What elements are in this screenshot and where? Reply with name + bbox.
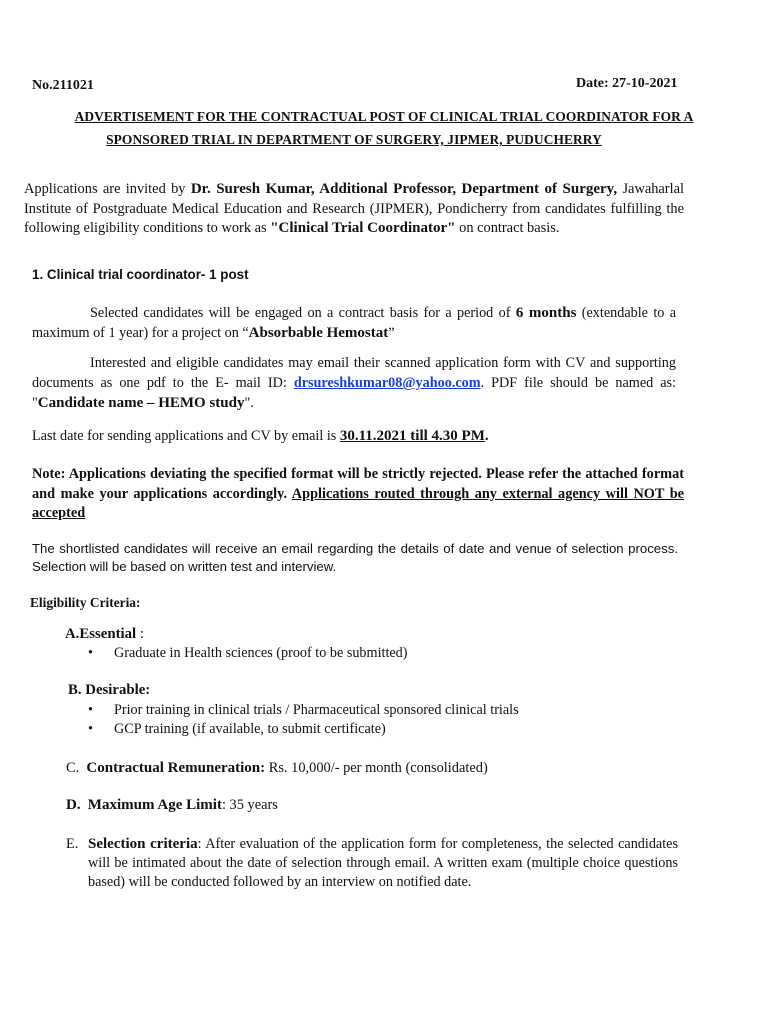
intro-lead: Applications are invited by bbox=[24, 181, 186, 197]
remuneration-label: Contractual Remuneration: bbox=[86, 760, 266, 776]
deadline-date: 30.11.2021 till 4.30 PM bbox=[339, 428, 485, 444]
desirable-item-text: Prior training in clinical trials / Pharmaceutical sponsored clinical trials bbox=[114, 702, 519, 718]
deadline-text: Last date for sending applications and CV by email is bbox=[32, 428, 337, 444]
desirable-item bbox=[88, 721, 688, 741]
remuneration-value: Rs. 10,000/- per month (consolidated) bbox=[265, 760, 488, 776]
intro-body: Jawaharlal Institute of Postgraduate Medical Education and Research (JIPMER), Pondicherry from candidates fulfilling the following eligibility conditions to work as bbox=[24, 181, 684, 236]
engagement-duration: 6 months bbox=[515, 305, 577, 321]
bullet-glyph: • bbox=[88, 721, 93, 737]
desirable-item bbox=[88, 702, 688, 722]
intro-post-name: "Clinical Trial Coordinator" bbox=[270, 220, 456, 236]
engagement-project: Absorbable Hemostat bbox=[248, 325, 389, 341]
age-letter: D. bbox=[66, 797, 81, 813]
advertisement-title-line-2: SPONSORED TRIAL IN DEPARTMENT OF SURGERY, JIPMER, PUDUCHERRY bbox=[106, 132, 602, 147]
note-text: Note: Applications deviating the specified format will be strictly rejected. Please refer the attached format and make your applications accordingly. bbox=[32, 466, 684, 502]
shortlist-paragraph: The shortlisted candidates will receive an email regarding the details of date and venue of selection process. Selection will be based on written test and interview. bbox=[32, 541, 678, 574]
essential-heading bbox=[65, 626, 144, 643]
desirable-label: Desirable: bbox=[85, 682, 151, 698]
application-email-link[interactable]: drsureshkumar08@yahoo.com bbox=[293, 375, 481, 391]
desirable-heading bbox=[68, 682, 150, 699]
intro-paragraph bbox=[24, 180, 684, 239]
selection-letter: E. bbox=[66, 836, 79, 852]
application-text-2: . PDF file should be named as: " bbox=[32, 375, 676, 411]
engagement-text-1: Selected candidates will be engaged on a contract basis for a period of bbox=[90, 305, 511, 321]
remuneration-line bbox=[66, 760, 488, 777]
selection-label: Selection criteria bbox=[88, 836, 198, 852]
selection-paragraph bbox=[88, 835, 678, 892]
essential-item bbox=[88, 645, 688, 665]
essential-colon: : bbox=[136, 626, 144, 642]
desirable-item-text: GCP training (if available, to submit certificate) bbox=[114, 721, 386, 737]
application-text-1: Interested and eligible candidates may email their scanned application form with CV and supporting documents as one pdf to the E- mail ID: bbox=[32, 355, 676, 391]
engagement-text-2: (extendable to a maximum of 1 year) for a project on “ bbox=[32, 305, 677, 341]
selection-value: : After evaluation of the application form for completeness, the selected candidates will be intimated about the date of selection through email. A written exam (multiple choice questions based) will be conducted followed by an interview on notified date. bbox=[88, 836, 678, 890]
eligibility-heading: Eligibility Criteria: bbox=[30, 595, 141, 610]
remuneration-letter: C. bbox=[66, 760, 80, 776]
deadline-period: . bbox=[484, 428, 489, 444]
advertisement-title-line-1: ADVERTISEMENT FOR THE CONTRACTUAL POST OF CLINICAL TRIAL COORDINATOR FOR A bbox=[74, 109, 694, 124]
essential-letter: A. bbox=[65, 626, 80, 642]
age-limit-line bbox=[66, 797, 278, 814]
intro-tail: on contract basis. bbox=[459, 220, 560, 236]
age-value: : 35 years bbox=[221, 797, 278, 813]
application-filename: Candidate name – HEMO study bbox=[37, 395, 245, 411]
deadline-line bbox=[32, 428, 489, 445]
application-text-3: ". bbox=[244, 395, 254, 411]
engagement-text-3: ” bbox=[388, 325, 395, 341]
essential-label: Essential bbox=[79, 626, 137, 642]
intro-invitee: Dr. Suresh Kumar, Additional Professor, Department of Surgery, bbox=[190, 181, 618, 197]
essential-item-text: Graduate in Health sciences (proof to be submitted) bbox=[114, 645, 408, 661]
post-number: 1. bbox=[32, 267, 44, 282]
application-paragraph bbox=[32, 353, 676, 413]
note-paragraph bbox=[32, 465, 684, 524]
age-label: Maximum Age Limit bbox=[87, 797, 222, 813]
bullet-glyph: • bbox=[88, 645, 93, 661]
post-label: Clinical trial coordinator- 1 post bbox=[46, 267, 249, 282]
document-date: Date: 27-10-2021 bbox=[576, 76, 678, 91]
engagement-paragraph bbox=[32, 303, 676, 343]
note-underlined: Applications routed through any external agency will NOT be accepted bbox=[32, 485, 685, 521]
desirable-letter: B. bbox=[68, 682, 82, 698]
post-heading bbox=[32, 267, 249, 282]
reference-number: No.211021 bbox=[32, 78, 94, 93]
bullet-glyph: • bbox=[88, 702, 93, 718]
